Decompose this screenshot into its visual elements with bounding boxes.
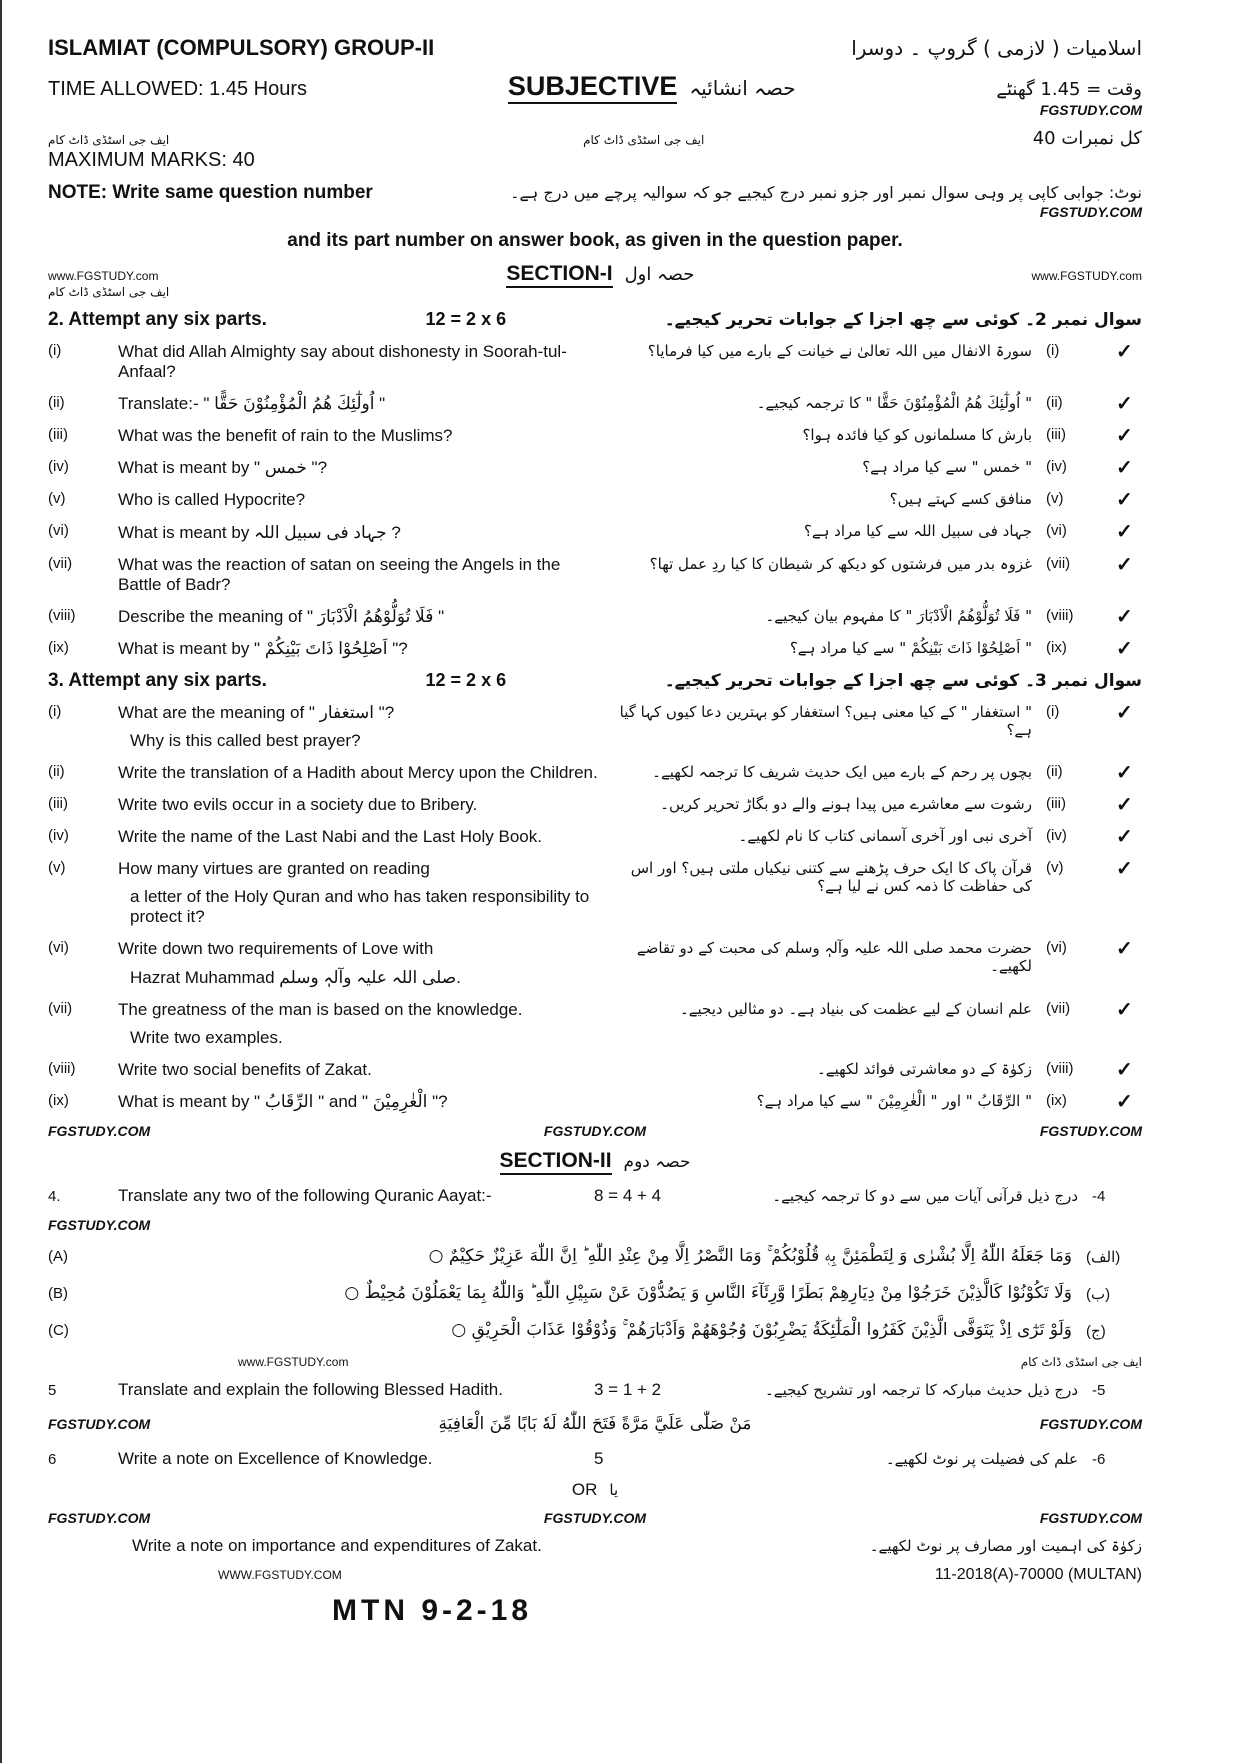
part-row bbox=[48, 420, 1142, 452]
tick-mark-icon: ✓ bbox=[1116, 425, 1133, 447]
part-number-urdu: (v) bbox=[1046, 490, 1064, 507]
part-row bbox=[48, 697, 1142, 757]
part-text-urdu: " الرِّقَابُ " اور " الْغٰرِمِيْنَ " سے کیا مراد ہے؟ bbox=[756, 1092, 1032, 1110]
part-text-en: What did Allah Almighty say about dishonesty in Soorah-tul-Anfaal? bbox=[118, 342, 567, 381]
question-5-marks: 3 = 1 + 2 bbox=[594, 1379, 662, 1399]
section-1-title-row bbox=[48, 257, 1142, 304]
tick-mark-icon: ✓ bbox=[1116, 794, 1133, 816]
part-text-en: What was the reaction of satan on seeing the Angels in the Battle of Badr? bbox=[118, 555, 561, 594]
part-number-urdu: (i) bbox=[1046, 342, 1060, 359]
part-number: (iv) bbox=[48, 458, 69, 475]
question-6-alternative-urdu: زکوٰۃ کی اہمیت اور مصارف پر نوٹ لکھیے۔ bbox=[869, 1536, 1142, 1555]
part-text-en-cell bbox=[118, 1092, 598, 1112]
part-row bbox=[48, 601, 1142, 633]
part-text-en-continued: a letter of the Holy Quran and who has taken responsibility to protect it? bbox=[130, 887, 590, 926]
title-row bbox=[48, 30, 1142, 66]
part-number-urdu: (iv) bbox=[1046, 827, 1067, 844]
part-text-urdu: " استغفار " کے کیا معنی ہیں؟ استغفار کو بہترین دعا کیوں کہا گیا ہے؟ bbox=[619, 703, 1032, 739]
question-6-text: Write a note on Excellence of Knowledge. bbox=[118, 1448, 433, 1468]
section-1-left-watermarks bbox=[48, 269, 169, 299]
part-text-urdu: " اُولٰٓئِكَ هُمُ الْمُؤْمِنُوْنَ حَقًّا " کا ترجمہ کیجیے۔ bbox=[756, 394, 1032, 412]
ayah-row bbox=[48, 1312, 1142, 1349]
question-heading-urdu: سوال نمبر 2۔ کوئی سے چھ اجزا کے جوابات تحریر کیجیے۔ bbox=[664, 310, 1142, 330]
part-text-en-cell bbox=[118, 939, 598, 988]
ayat-list bbox=[48, 1238, 1142, 1350]
watermark: FGSTUDY.COM bbox=[543, 1123, 647, 1139]
or-label-urdu: یا bbox=[609, 1480, 619, 1499]
watermark: WWW.FGSTUDY.COM bbox=[218, 1567, 342, 1582]
ayah-row bbox=[48, 1275, 1142, 1312]
question-2 bbox=[48, 304, 1142, 665]
part-text-en: What is meant by جہاد فی سبیل اللہ ? bbox=[118, 523, 401, 542]
or-row bbox=[48, 1475, 1142, 1505]
part-text-en-cell bbox=[118, 394, 598, 414]
question-5-urdu: درج ذیل حدیث مبارکہ کا ترجمہ اور تشریح کیجیے۔ bbox=[764, 1380, 1078, 1399]
part-row bbox=[48, 549, 1142, 601]
part-row bbox=[48, 757, 1142, 789]
ayah-label: (B) bbox=[48, 1285, 68, 1303]
part-text-en-continued: Why is this called best prayer? bbox=[130, 731, 361, 750]
part-number: (vii) bbox=[48, 1000, 73, 1017]
watermark: FGSTUDY.COM bbox=[1039, 1509, 1142, 1526]
question-4-marks: 8 = 4 + 4 bbox=[594, 1186, 662, 1205]
tick-mark-icon: ✓ bbox=[1116, 606, 1133, 628]
part-row bbox=[48, 452, 1142, 484]
question-4-text: Translate any two of the following Quranic Aayat:- bbox=[118, 1186, 492, 1205]
tick-mark-icon: ✓ bbox=[1116, 762, 1133, 784]
question-number: 6 bbox=[48, 1450, 57, 1468]
part-number-urdu: (viii) bbox=[1046, 1060, 1074, 1077]
part-number-urdu: (vi) bbox=[1046, 939, 1067, 956]
time-urdu-group bbox=[996, 79, 1142, 118]
watermark: FGSTUDY.COM bbox=[48, 1217, 151, 1233]
part-number: (vii) bbox=[48, 555, 73, 572]
part-text-urdu: منافق کسے کہتے ہیں؟ bbox=[889, 490, 1032, 508]
question-heading: 2. Attempt any six parts. bbox=[48, 309, 267, 330]
part-row bbox=[48, 484, 1142, 516]
part-text-en: What was the benefit of rain to the Muslims? bbox=[118, 426, 453, 445]
section-1-heading: SECTION-I bbox=[506, 262, 612, 288]
part-text-en: Write the name of the Last Nabi and the Last Holy Book. bbox=[118, 827, 542, 846]
part-text-urdu: حضرت محمد صلی اللہ علیہ وآلہٖ وسلم کی محبت کے دو تقاضے لکھیے۔ bbox=[636, 939, 1032, 975]
part-text-urdu: زکوٰۃ کے دو معاشرتی فوائد لکھیے۔ bbox=[817, 1060, 1032, 1078]
question-4-row bbox=[48, 1180, 1142, 1212]
part-number-urdu: (ix) bbox=[1046, 639, 1067, 656]
tick-mark-icon: ✓ bbox=[1116, 521, 1133, 543]
part-text-en: What is meant by " الرِّقَابُ " and " الْغٰرِمِيْنَ "? bbox=[118, 1092, 448, 1111]
part-number-urdu: (viii) bbox=[1046, 607, 1074, 624]
note-line-1: NOTE: Write same question number bbox=[48, 182, 373, 203]
part-row bbox=[48, 388, 1142, 420]
tick-mark-icon: ✓ bbox=[1116, 554, 1133, 576]
part-text-urdu: بچوں پر رحم کے بارے میں ایک حدیث شریف کا ترجمہ لکھیے۔ bbox=[652, 763, 1032, 781]
part-text-en: How many virtues are granted on reading bbox=[118, 859, 430, 878]
part-text-en-cell bbox=[118, 490, 598, 510]
subjective-heading: SUBJECTIVE bbox=[508, 71, 678, 104]
question-6-urdu: علم کی فضیلت پر نوٹ لکھیے۔ bbox=[885, 1449, 1078, 1468]
watermark-urdu: ایف جی اسٹڈی ڈاٹ کام bbox=[48, 133, 170, 147]
watermark: FGSTUDY.COM bbox=[48, 1123, 151, 1139]
watermark: FGSTUDY.COM bbox=[48, 1415, 151, 1432]
part-number-urdu: (vi) bbox=[1046, 522, 1067, 539]
part-text-en-cell bbox=[118, 1000, 598, 1048]
hadith-row bbox=[48, 1406, 1142, 1443]
tick-mark-icon: ✓ bbox=[1116, 1091, 1133, 1113]
part-text-en-cell bbox=[118, 827, 598, 847]
part-text-en: The greatness of the man is based on the knowledge. bbox=[118, 1000, 523, 1019]
question-number: 5 bbox=[48, 1381, 57, 1399]
part-text-en-cell bbox=[118, 763, 598, 783]
watermark: FGSTUDY.COM bbox=[1039, 102, 1142, 118]
watermark-row bbox=[48, 1350, 1142, 1374]
part-number: (ix) bbox=[48, 1092, 69, 1109]
handwritten-code: MTN 9-2-18 bbox=[332, 1593, 533, 1627]
part-number-urdu: (vii) bbox=[1046, 555, 1071, 572]
time-urdu: وقت = 1.45 گھنٹے bbox=[996, 79, 1142, 100]
ayah-text: وَلَوْ تَرٰٓى اِذْ يَتَوَفَّى الَّذِيْنَ كَفَرُوا الْمَلٰٓئِكَةُ يَضْرِبُوْنَ وُجُوْهَهُمْ وَاَدْبَارَهُمْ ۚ وَذُوْقُوْا عَذَابَ الْحَرِيْقِ ○ bbox=[451, 1320, 1072, 1341]
part-text-urdu: " خمس " سے کیا مراد ہے؟ bbox=[862, 458, 1032, 476]
subjective-heading-urdu: حصہ انشائیہ bbox=[689, 76, 796, 100]
part-text-en: What is meant by " خمس "? bbox=[118, 458, 328, 477]
part-row bbox=[48, 994, 1142, 1054]
paper-code: 11-2018(A)-70000 (MULTAN) bbox=[934, 1565, 1142, 1583]
part-text-en: Who is called Hypocrite? bbox=[118, 490, 306, 509]
part-text-en-cell bbox=[118, 1060, 598, 1080]
part-text-urdu: جہاد فی سبیل اللہ سے کیا مراد ہے؟ bbox=[803, 522, 1032, 540]
watermark: www.FGSTUDY.com bbox=[1031, 269, 1142, 283]
part-text-en-cell bbox=[118, 607, 598, 627]
part-number: (v) bbox=[48, 490, 66, 507]
part-row bbox=[48, 1086, 1142, 1118]
question-number-urdu: -5 bbox=[1092, 1381, 1106, 1399]
part-text-en-cell bbox=[118, 795, 598, 815]
part-number-urdu: (iii) bbox=[1046, 795, 1066, 812]
part-number: (i) bbox=[48, 342, 62, 359]
section-1-heading-group bbox=[506, 262, 694, 288]
or-label: OR bbox=[571, 1479, 598, 1499]
ayah-text: وَلَا تَكُوْنُوْا كَالَّذِيْنَ خَرَجُوْا مِنْ دِيَارِهِمْ بَطَرًا وَّرِئَآءَ النَّاسِ وَ يَصُدُّوْنَ عَنْ سَبِيْلِ اللّٰهِ ؕ وَاللّٰهُ بِمَا يَعْمَلُوْنَ مُحِيْطٌ ○ bbox=[344, 1283, 1072, 1304]
part-text-en: What is meant by " اَصْلِحُوْا ذَاتَ بَيْنِكُمْ "? bbox=[118, 639, 408, 658]
part-text-urdu: قرآن پاک کا ایک حرف پڑھنے سے کتنی نیکیاں ملتی ہیں؟ اور اس کی حفاظت کا ذمہ کس نے لیا ہے؟ bbox=[630, 859, 1032, 895]
part-text-en-cell bbox=[118, 859, 598, 927]
question-4-urdu: درج ذیل قرآنی آیات میں سے دو کا ترجمہ کیجیے۔ bbox=[772, 1187, 1078, 1205]
section-2-heading-group bbox=[500, 1149, 691, 1175]
watermark: FGSTUDY.COM bbox=[1039, 1415, 1142, 1432]
section-2-heading: SECTION-II bbox=[500, 1149, 612, 1175]
part-text-en: Describe the meaning of " فَلَا تُوَلُّوْهُمُ الْاَدْبَارَ " bbox=[118, 607, 445, 626]
footer-row bbox=[48, 1561, 1142, 1589]
tick-mark-icon: ✓ bbox=[1116, 457, 1133, 479]
maximum-marks: MAXIMUM MARKS: 40 bbox=[48, 149, 255, 171]
watermark-row bbox=[48, 1505, 1142, 1531]
tick-mark-icon: ✓ bbox=[1116, 341, 1133, 363]
part-number-urdu: (ii) bbox=[1046, 394, 1063, 411]
part-text-urdu: علم انسان کے لیے عظمت کی بنیاد ہے۔ دو مثالیں دیجیے۔ bbox=[679, 1000, 1032, 1018]
question-number-urdu: -6 bbox=[1092, 1450, 1106, 1468]
part-number-urdu: (iii) bbox=[1046, 426, 1066, 443]
question-heading-row bbox=[48, 304, 1142, 336]
question-heading-urdu: سوال نمبر 3۔ کوئی سے چھ اجزا کے جوابات تحریر کیجیے۔ bbox=[664, 671, 1142, 691]
ayah-label: (C) bbox=[48, 1322, 69, 1340]
tick-mark-icon: ✓ bbox=[1116, 393, 1133, 415]
tick-mark-icon: ✓ bbox=[1116, 1059, 1133, 1081]
part-number: (viii) bbox=[48, 1060, 76, 1077]
note-row-2 bbox=[48, 225, 1142, 257]
part-row bbox=[48, 933, 1142, 994]
part-number-urdu: (ix) bbox=[1046, 1092, 1067, 1109]
question-3 bbox=[48, 665, 1142, 1118]
part-text-en: Write the translation of a Hadith about Mercy upon the Children. bbox=[118, 763, 598, 782]
ayah-row bbox=[48, 1238, 1142, 1275]
part-text-en: What are the meaning of " استغفار "? bbox=[118, 703, 395, 722]
part-number: (ii) bbox=[48, 394, 65, 411]
ayah-label-urdu: (ج) bbox=[1086, 1322, 1106, 1340]
marks-urdu: کل نمبرات 40 bbox=[1032, 128, 1142, 149]
part-number: (i) bbox=[48, 703, 62, 720]
tick-mark-icon: ✓ bbox=[1116, 638, 1133, 660]
part-number: (ii) bbox=[48, 763, 65, 780]
part-text-en: Write two social benefits of Zakat. bbox=[118, 1060, 372, 1079]
part-number-urdu: (v) bbox=[1046, 859, 1064, 876]
part-number-urdu: (i) bbox=[1046, 703, 1060, 720]
paper-title-urdu: اسلامیات ( لازمی ) گروپ ۔ دوسرا bbox=[851, 36, 1142, 60]
part-row bbox=[48, 853, 1142, 933]
question-6-row bbox=[48, 1443, 1142, 1475]
part-number: (viii) bbox=[48, 607, 76, 624]
part-number: (v) bbox=[48, 859, 66, 876]
note-row bbox=[48, 177, 1142, 225]
part-row bbox=[48, 1054, 1142, 1086]
watermark-urdu: ایف جی اسٹڈی ڈاٹ کام bbox=[48, 285, 170, 299]
part-text-en-cell bbox=[118, 342, 598, 382]
part-text-urdu: آخری نبی اور آخری آسمانی کتاب کا نام لکھیے۔ bbox=[738, 827, 1032, 845]
watermark: www.FGSTUDY.com bbox=[238, 1354, 349, 1369]
watermark: FGSTUDY.COM bbox=[48, 1509, 151, 1526]
note-line-2: and its part number on answer book, as given in the question paper. bbox=[287, 230, 903, 251]
watermark: FGSTUDY.COM bbox=[1039, 204, 1142, 220]
question-5-text: Translate and explain the following Blessed Hadith. bbox=[118, 1379, 503, 1399]
part-text-en-continued: Write two examples. bbox=[130, 1028, 283, 1047]
marks-row bbox=[48, 123, 1142, 177]
part-text-en-cell bbox=[118, 639, 598, 659]
watermark-row bbox=[48, 1212, 1142, 1238]
part-number: (iv) bbox=[48, 827, 69, 844]
part-text-urdu: سورۃ الانفال میں اللہ تعالیٰ نے خیانت کے بارے میں کیا فرمایا؟ bbox=[647, 342, 1032, 360]
tick-mark-icon: ✓ bbox=[1116, 858, 1133, 880]
watermark-urdu: ایف جی اسٹڈی ڈاٹ کام bbox=[583, 133, 705, 147]
handwritten-row bbox=[48, 1589, 1142, 1633]
part-text-en: Write two evils occur in a society due to Bribery. bbox=[118, 795, 478, 814]
tick-mark-icon: ✓ bbox=[1116, 702, 1133, 724]
ayah-label-urdu: (الف) bbox=[1086, 1248, 1121, 1266]
tick-mark-icon: ✓ bbox=[1116, 938, 1133, 960]
part-text-urdu: غزوہ بدر میں فرشتوں کو دیکھ کر شیطان کا کیا ردِ عمل تھا؟ bbox=[649, 555, 1032, 573]
question-6-alternative: Write a note on importance and expenditures of Zakat. bbox=[132, 1535, 542, 1555]
hadith-text: مَنْ صَلّٰى عَلَيَّ مَرَّةً فَتَحَ اللّٰهُ لَهٗ بَابًا مِّنَ الْعَافِيَةِ bbox=[438, 1413, 752, 1434]
part-text-en-cell bbox=[118, 555, 598, 595]
part-number-urdu: (ii) bbox=[1046, 763, 1063, 780]
part-text-urdu: " فَلَا تُوَلُّوْهُمُ الْاَدْبَارَ " کا مفہوم بیان کیجیے۔ bbox=[765, 607, 1032, 625]
part-number: (iii) bbox=[48, 795, 68, 812]
question-marks: 12 = 2 x 6 bbox=[425, 670, 507, 690]
part-row bbox=[48, 821, 1142, 853]
part-row bbox=[48, 516, 1142, 549]
tick-mark-icon: ✓ bbox=[1116, 999, 1133, 1021]
part-text-urdu: بارش کا مسلمانوں کو کیا فائدہ ہوا؟ bbox=[802, 426, 1032, 444]
part-text-en-cell bbox=[118, 458, 598, 478]
question-marks: 12 = 2 x 6 bbox=[425, 309, 507, 329]
part-row bbox=[48, 789, 1142, 821]
part-text-urdu: " اَصْلِحُوْا ذَاتَ بَيْنِكُمْ " سے کیا مراد ہے؟ bbox=[789, 639, 1032, 657]
watermark: www.FGSTUDY.com bbox=[48, 269, 159, 283]
ayah-label: (A) bbox=[48, 1248, 68, 1266]
watermark-urdu: ایف جی اسٹڈی ڈاٹ کام bbox=[1020, 1354, 1142, 1369]
question-number-urdu: -4 bbox=[1092, 1188, 1106, 1205]
note-urdu-group bbox=[391, 183, 1142, 220]
marks-group bbox=[48, 133, 255, 172]
part-row bbox=[48, 633, 1142, 665]
part-row bbox=[48, 336, 1142, 388]
or-group bbox=[572, 1480, 618, 1500]
question-5-row bbox=[48, 1374, 1142, 1406]
time-row bbox=[48, 66, 1142, 123]
section-1-heading-urdu: حصہ اول bbox=[624, 264, 695, 285]
tick-mark-icon: ✓ bbox=[1116, 489, 1133, 511]
question-heading-row bbox=[48, 665, 1142, 697]
note-urdu: نوٹ: جوابی کاپی پر وہی سوال نمبر اور جزو نمبر درج کیجیے جو کہ سوالیہ پرچے میں درج ہے۔ bbox=[510, 183, 1142, 202]
part-number: (ix) bbox=[48, 639, 69, 656]
part-text-en: Translate:- " اُولٰٓئِكَ هُمُ الْمُؤْمِنُوْنَ حَقًّا " bbox=[118, 394, 386, 413]
part-text-en-continued: Hazrat Muhammad صلی اللہ علیہ وآلہٖ وسلم. bbox=[130, 968, 461, 987]
part-number-urdu: (vii) bbox=[1046, 1000, 1071, 1017]
watermark: FGSTUDY.COM bbox=[1039, 1123, 1142, 1139]
part-text-en-cell bbox=[118, 426, 598, 446]
ayah-label-urdu: (ب) bbox=[1086, 1285, 1111, 1303]
watermark-row bbox=[48, 1118, 1142, 1144]
tick-mark-icon: ✓ bbox=[1116, 826, 1133, 848]
part-text-en-cell bbox=[118, 522, 598, 543]
part-number: (vi) bbox=[48, 939, 69, 956]
question-6-marks: 5 bbox=[594, 1448, 604, 1468]
part-text-en-cell bbox=[118, 703, 598, 751]
question-heading: 3. Attempt any six parts. bbox=[48, 670, 267, 691]
paper-title: ISLAMIAT (COMPULSORY) GROUP-II bbox=[48, 35, 435, 60]
part-text-en: Write down two requirements of Love with bbox=[118, 939, 434, 958]
section-2-title-row bbox=[48, 1144, 1142, 1180]
part-number: (iii) bbox=[48, 426, 68, 443]
time-allowed: TIME ALLOWED: 1.45 Hours bbox=[48, 78, 307, 100]
question-number: 4. bbox=[48, 1188, 61, 1205]
ayah-text: وَمَا جَعَلَهُ اللّٰهُ اِلَّا بُشْرٰى وَ لِتَطْمَئِنَّ بِهٖ قُلُوْبُكُمْ ۚ وَمَا النَّصْرُ اِلَّا مِنْ عِنْدِ اللّٰهِ ؕ اِنَّ اللّٰهَ عَزِيْزٌ حَكِيْمٌ ○ bbox=[428, 1246, 1072, 1266]
part-number: (vi) bbox=[48, 522, 69, 539]
subjective-group bbox=[508, 71, 796, 104]
part-number-urdu: (iv) bbox=[1046, 458, 1067, 475]
part-text-urdu: رشوت سے معاشرے میں پیدا ہونے والے دو بگاڑ تحریر کریں۔ bbox=[660, 795, 1032, 813]
section-2-heading-urdu: حصہ دوم bbox=[623, 1152, 691, 1172]
watermark: FGSTUDY.COM bbox=[543, 1509, 647, 1526]
question-6-alternative-row bbox=[48, 1531, 1142, 1561]
